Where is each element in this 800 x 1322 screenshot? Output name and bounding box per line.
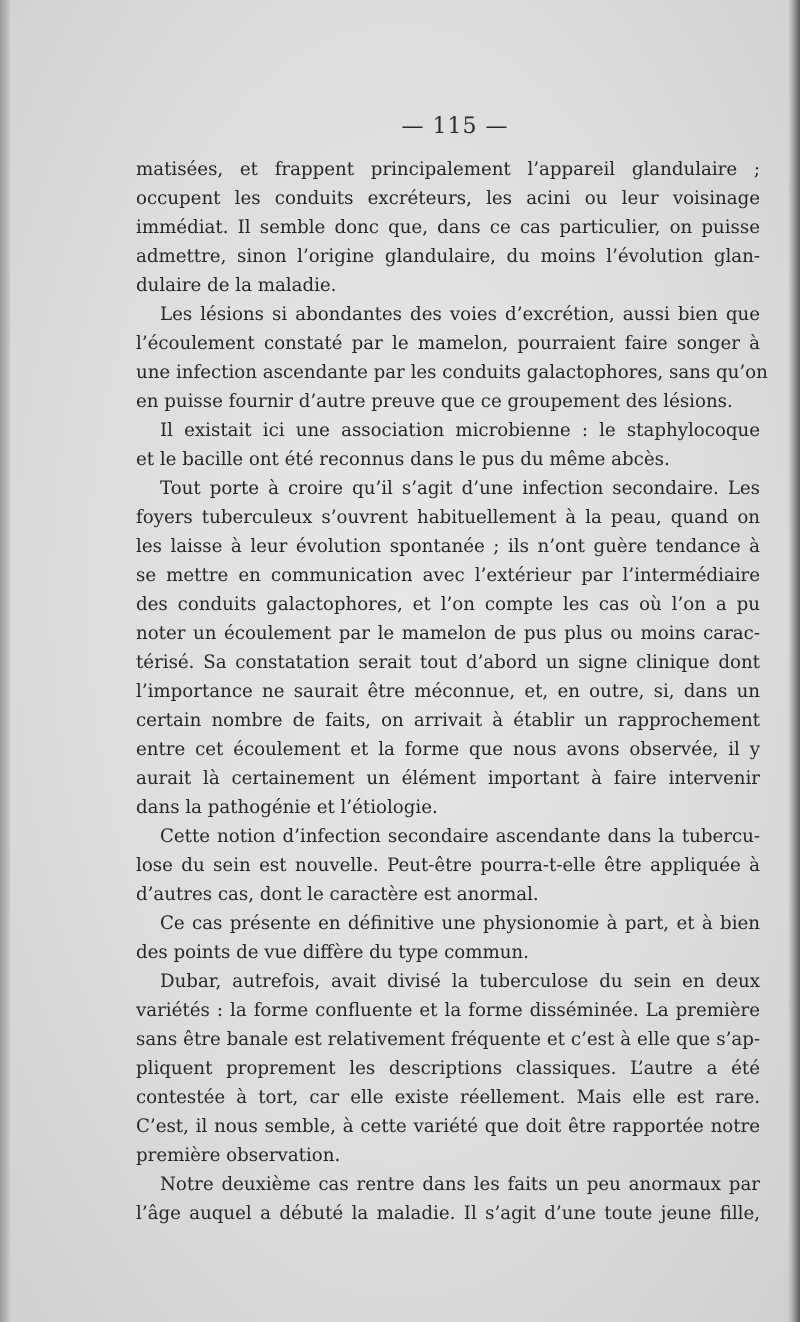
text-line: admettre, sinon l’origine glandulaire, du moins l’évolution glan-: [136, 246, 760, 267]
page-left-edge: [0, 0, 10, 1322]
text-line: pliquent proprement les descriptions classiques. L’autre a été: [136, 1058, 760, 1079]
text-line: l’âge auquel a débuté la maladie. Il s’agit d’une toute jeune fille,: [136, 1203, 760, 1224]
text-line: première observation.: [136, 1145, 341, 1166]
text-line: d’autres cas, dont le caractère est anormal.: [136, 884, 539, 905]
text-line: contestée à tort, car elle existe réellement. Mais elle est rare.: [136, 1087, 760, 1108]
text-line: et le bacille ont été reconnus dans le pus du même abcès.: [136, 449, 670, 470]
text-line: Ce cas présente en définitive une physionomie à part, et à bien: [160, 913, 760, 934]
text-line: Il existait ici une association microbienne : le staphylocoque: [160, 420, 760, 441]
text-line: foyers tuberculeux s’ouvrent habituellement à la peau, quand on: [136, 507, 760, 528]
text-line: entre cet écoulement et la forme que nous avons observée, il y: [136, 739, 760, 760]
text-line: en puisse fournir d’autre preuve que ce groupement des lésions.: [136, 391, 733, 412]
text-line: Tout porte à croire qu’il s’agit d’une infection secondaire. Les: [160, 478, 760, 499]
text-line: sans être banale est relativement fréquente et c’est à elle que s’ap-: [136, 1029, 760, 1050]
text-line: Les lésions si abondantes des voies d’excrétion, aussi bien que: [160, 304, 760, 325]
text-line: des conduits galactophores, et l’on compte les cas où l’on a pu: [136, 594, 760, 615]
text-line: l’importance ne saurait être méconnue, et, en outre, si, dans un: [136, 681, 760, 702]
text-line: l’écoulement constaté par le mamelon, pourraient faire songer à: [136, 333, 760, 354]
text-line: certain nombre de faits, on arrivait à établir un rapprochement: [136, 710, 760, 731]
page-right-edge: [788, 0, 800, 1322]
text-line: aurait là certainement un élément important à faire intervenir: [136, 768, 760, 789]
text-line: matisées, et frappent principalement l’appareil glandulaire ;: [136, 159, 760, 180]
text-line: dulaire de la maladie.: [136, 275, 337, 296]
text-line: occupent les conduits excréteurs, les acini ou leur voisinage: [136, 188, 760, 209]
text-line: noter un écoulement par le mamelon de pus plus ou moins carac-: [136, 623, 760, 644]
text-line: dans la pathogénie et l’étiologie.: [136, 797, 438, 818]
text-line: Cette notion d’infection secondaire ascendante dans la tubercu-: [160, 826, 760, 847]
text-line: lose du sein est nouvelle. Peut-être pourra-t-elle être appliquée à: [136, 855, 760, 876]
text-line: térisé. Sa constatation serait tout d’abord un signe clinique dont: [136, 652, 760, 673]
text-line: les laisse à leur évolution spontanée ; ils n’ont guère tendance à: [136, 536, 760, 557]
text-line: une infection ascendante par les conduits galactophores, sans qu’on: [136, 362, 768, 383]
text-line: des points de vue diffère du type commun.: [136, 942, 529, 963]
text-line: Dubar, autrefois, avait divisé la tuberculose du sein en deux: [160, 971, 760, 992]
text-line: immédiat. Il semble donc que, dans ce cas particulier, on puisse: [136, 217, 760, 238]
body-text: [136, 155, 768, 1228]
text-line: Notre deuxième cas rentre dans les faits un peu anormaux par: [160, 1174, 760, 1195]
text-line: variétés : la forme confluente et la forme disséminée. La première: [136, 1000, 760, 1021]
page-number: — 115 —: [401, 114, 509, 139]
text-line: se mettre en communication avec l’extérieur par l’intermédiaire: [136, 565, 760, 586]
text-line: C’est, il nous semble, à cette variété que doit être rapportée notre: [136, 1116, 760, 1137]
